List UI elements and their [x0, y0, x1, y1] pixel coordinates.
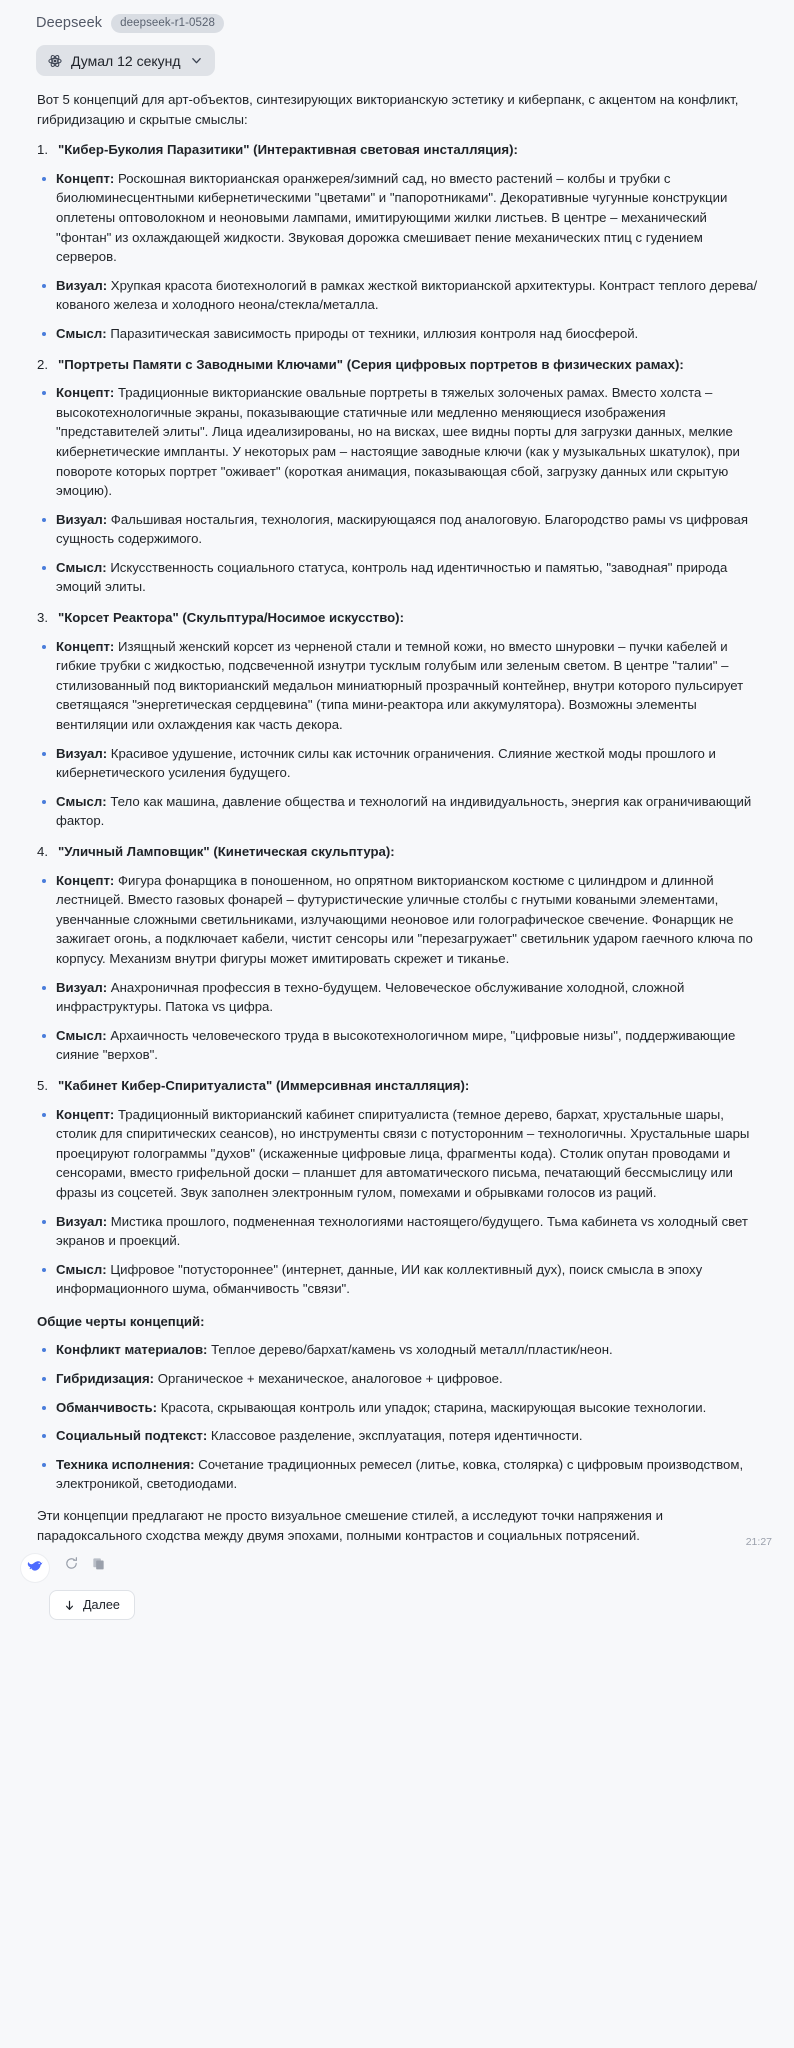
bullet-label: Смысл: — [56, 325, 107, 341]
concept-number: 4. — [37, 844, 48, 859]
bullet-text: Роскошная викторианская оранжерея/зимний сад, но вместо растений – колбы и трубки с биолюминесцентными кибернетическими "цветами" и "папоротниками". Декоративные чугунные конструкции оплетены оптоволокном и неоновыми лампами, имитирующими жилки листьев. В центре – механический "фонтан" из охлаждающей жидкости. Звуковая дорожка смешивает пение механических птиц с гудением серверов. — [56, 170, 728, 265]
list-item — [37, 871, 764, 969]
list-item — [37, 1026, 764, 1065]
concept-item — [37, 842, 764, 1065]
thinking-label: Думал 12 секунд — [71, 52, 181, 69]
regenerate-icon[interactable] — [64, 1556, 79, 1571]
concept-item — [37, 355, 764, 598]
list-item — [37, 1340, 764, 1360]
bullet-label: Визуал: — [56, 1213, 108, 1229]
list-item — [37, 1398, 764, 1418]
bullet-text: Фигура фонарщика в поношенном, но опрятном викторианском костюме с цилиндром и длинной лестницей. Вместо газовых фонарей – футуристические уличные столбы с гнутыми коваными элементами, увенчанные сложными светильниками, излучающими неоновое или голографическое свечение. Фонарщик не зажигает огонь, а подключает кабели, чистит сенсоры или "перезагружает" светильник ударом гаечного ключа по корпусу. Механизм внутри фигуры может имитировать скрежет и тиканье. — [56, 872, 753, 966]
bullet-text: Архаичность человеческого труда в высокотехнологичном мире, "цифровые низы", поддерживающие сияние "верхов". — [56, 1027, 736, 1063]
concept-title-text: "Кибер-Буколия Паразитики" (Интерактивная световая инсталляция): — [58, 142, 518, 158]
list-item — [37, 276, 764, 315]
bullet-label: Смысл: — [56, 1261, 107, 1277]
thinking-toggle[interactable] — [36, 45, 215, 76]
bullet-text: Искусственность социального статуса, контроль над идентичностью и памятью, "заводная" природа эмоций элиты. — [56, 559, 728, 595]
bullet-text: Сочетание традиционных ремесел (литье, ковка, столярка) с цифровым производством, электроникой, светодиодами. — [56, 1456, 744, 1492]
message-timestamp: 21:27 — [745, 1536, 772, 1549]
bullet-text: Красота, скрывающая контроль или упадок; старина, маскирующая высокие технологии. — [156, 1399, 707, 1415]
concept-heading — [37, 842, 764, 862]
concept-title-text: "Кабинет Кибер-Спиритуалиста" (Иммерсивная инсталляция): — [58, 1077, 470, 1093]
concept-number: 2. — [37, 356, 48, 372]
concept-item — [37, 140, 764, 343]
message-body — [16, 90, 778, 1545]
list-item — [37, 978, 764, 1017]
bullet-label: Концепт: — [56, 170, 115, 186]
list-item — [37, 1369, 764, 1389]
bullet-label: Смысл: — [56, 793, 107, 809]
bullet-text: Теплое дерево/бархат/камень vs холодный металл/пластик/неон. — [207, 1342, 613, 1358]
list-item — [37, 637, 764, 735]
concept-item — [37, 608, 764, 831]
list-item — [37, 383, 764, 501]
concept-item — [37, 1076, 764, 1299]
avatar — [21, 1554, 49, 1582]
list-item — [37, 1426, 764, 1446]
bullet-label: Смысл: — [56, 559, 107, 575]
arrow-down-icon — [64, 1600, 75, 1611]
bullet-label: Концепт: — [56, 872, 115, 888]
bullet-label: Визуал: — [56, 277, 108, 293]
concept-title-text: "Портреты Памяти с Заводными Ключами" (Серия цифровых портретов в физических рамах): — [58, 356, 684, 372]
bullet-label: Визуал: — [56, 745, 108, 761]
bullet-label: Концепт: — [56, 1106, 115, 1122]
model-badge: deepseek-r1-0528 — [111, 14, 224, 33]
bullet-text: Анахроничная профессия в техно-будущем. Человеческое обслуживание холодной, сложной инфраструктуры. Патока vs цифра. — [56, 979, 685, 1015]
bullet-text: Паразитическая зависимость природы от техники, иллюзия контроля над биосферой. — [106, 325, 639, 341]
list-item — [37, 558, 764, 597]
bullet-text: Тело как машина, давление общества и технологий на индивидуальность, энергия как ограничивающий фактор. — [56, 793, 752, 829]
copy-icon[interactable] — [91, 1556, 106, 1571]
list-item — [37, 169, 764, 267]
list-item — [37, 324, 764, 344]
list-item — [37, 792, 764, 831]
concept-bullets — [37, 383, 764, 597]
concept-bullets — [37, 637, 764, 831]
list-item — [37, 744, 764, 783]
concept-title-text: "Корсет Реактора" (Скульптура/Носимое искусство): — [58, 610, 404, 626]
list-item — [37, 1260, 764, 1299]
chevron-down-icon — [191, 55, 202, 66]
list-item — [37, 1105, 764, 1203]
concept-heading — [37, 608, 764, 628]
message-header — [16, 10, 778, 36]
message-actions — [37, 1536, 778, 1574]
list-item — [37, 1212, 764, 1251]
bullet-label: Концепт: — [56, 638, 115, 654]
concept-heading — [37, 355, 764, 375]
common-traits-heading: Общие черты концепций: — [37, 1313, 205, 1329]
bullet-text: Классовое разделение, эксплуатация, потеря идентичности. — [207, 1428, 583, 1444]
bullet-label: Визуал: — [56, 979, 108, 995]
concept-number: 5. — [37, 1077, 48, 1093]
bullet-text: Традиционные викторианские овальные портреты в тяжелых золоченых рамах. Вместо холста – высокотехнологичные экраны, показывающие статичные или медленно меняющиеся изображения "представителей элиты". Лица идеализированы, но на висках, шее видны порты для загрузки данных, мелкие кибернетические импланты. У некоторых рам – настоящие заводные ключи (как у музыкальных шкатулок), при повороте которых портрет "оживает" (короткая анимация, показывающая сбой, загрузку данных или скрытую эмоцию). — [56, 385, 740, 499]
intro-paragraph: Вот 5 концепций для арт-объектов, синтезирующих викторианскую эстетику и киберпанк, с акцентом на конфликт, гибридизацию и скрытые смыслы: — [37, 92, 739, 127]
bullet-text: Цифровое "потустороннее" (интернет, данные, ИИ как коллективный дух), поиск смысла в эпоху информационного шума, обманчивость "связи". — [56, 1261, 703, 1297]
bullet-text: Традиционный викторианский кабинет спиритуалиста (темное дерево, бархат, хрустальные шары, столик для спиритических сеансов), но инструменты связи с потусторонним – технологичны. Хрустальные шары проецируют голограммы "духов" (искаженные цифровые лица, фрагменты кода). Столик опутан проводами и сенсорами, вместо грифельной доски – планшет для автоматического письма, печатающий бессмыслицу или фразы из соцсетей. Звук заполнен электронным гулом, помехами и обрывками голосов из раций. — [56, 1106, 750, 1200]
concept-number: 1. — [37, 142, 48, 158]
bullet-text: Фальшивая ностальгия, технология, маскирующаяся под аналоговую. Благородство рамы vs цифровая сущность содержимого. — [56, 511, 749, 547]
concept-heading — [37, 140, 764, 160]
bullet-label: Обманчивость: — [56, 1399, 157, 1415]
bullet-label: Техника исполнения: — [56, 1456, 195, 1472]
bullet-label: Смысл: — [56, 1027, 107, 1043]
list-item — [37, 1455, 764, 1494]
concept-bullets — [37, 871, 764, 1065]
list-item — [37, 510, 764, 549]
bullet-label: Гибридизация: — [56, 1371, 155, 1387]
thinking-row — [16, 45, 778, 76]
bullet-label: Визуал: — [56, 511, 108, 527]
bullet-label: Социальный подтекст: — [56, 1428, 208, 1444]
concept-number: 3. — [37, 610, 48, 626]
bullet-text: Мистика прошлого, подмененная технологиями настоящего/будущего. Тьма кабинета vs холодный свет экранов и проекций. — [56, 1213, 748, 1249]
bullet-text: Изящный женский корсет из черненой стали и темной кожи, но вместо шнуровки – пучки кабелей и гибкие трубки с жидкостью, подсвеченной изнутри тусклым голубым или зеленым светом. В центре "талии" – стилизованный под викторианский медальон миниатюрный прозрачный контейнер, внутри которого пульсирует светящаяся "энергетическая сердцевина" (типа мини-реактора или аккумулятора). Возможны элементы вентиляции или охлаждения как часть декора. — [56, 638, 744, 733]
common-traits-list — [37, 1340, 764, 1494]
bullet-text: Хрупкая красота биотехнологий в рамках жесткой викторианской архитектуры. Контраст теплого дерева/кованого железа и холодного неона/стекла/металла. — [56, 277, 758, 313]
concept-heading — [37, 1076, 764, 1096]
message-footer — [16, 1536, 778, 1620]
bullet-label: Конфликт материалов: — [56, 1342, 208, 1358]
bullet-text: Органическое + механическое, аналоговое + цифровое. — [154, 1371, 503, 1387]
bullet-label: Концепт: — [56, 385, 115, 401]
next-button-label: Далее — [83, 1598, 120, 1613]
atom-icon — [48, 54, 62, 68]
bullet-text: Красивое удушение, источник силы как источник ограничения. Слияние жесткой моды прошлого и кибернетического усиления будущего. — [56, 745, 716, 781]
provider-name: Deepseek — [36, 15, 103, 31]
outro-paragraph: Эти концепции предлагают не просто визуальное смешение стилей, а исследуют точки напряжения и парадоксального сходства между двумя эпохами, полными контрастов и социальных потрясений. — [37, 1508, 663, 1543]
concept-bullets — [37, 169, 764, 344]
whale-logo-icon — [26, 1556, 45, 1580]
concept-title-text: "Уличный Ламповщик" (Кинетическая скульптура): — [58, 844, 395, 859]
concept-bullets — [37, 1105, 764, 1299]
next-button[interactable] — [49, 1590, 135, 1620]
